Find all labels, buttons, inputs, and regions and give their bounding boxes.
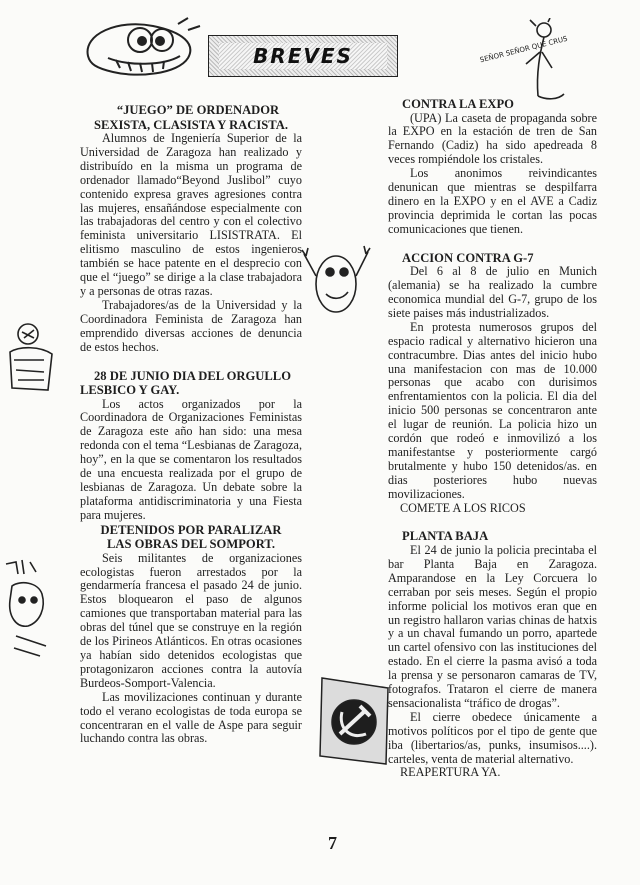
g7-paragraph-2: En protesta numerosos grupos del espacio radical y alternativo hicieron una contracumbre. Dias antes del inicio hubo una manifestacion con mas de 10.000 personas que acabo con durisimos enfrentamientos con la policia. El dia del inicio 500 personas se concentraron ante el lugar de reunión. La policia hizo un cordón que rodeó e inmovilizó a los manifestantse y posteriormente cargó brutalmente y hubo 150 detenidos/as. en dias posteriores hubo nuevas movilizaciones. [388, 319, 597, 501]
orgullo-heading-line1: 28 DE JUNIO DIA DEL ORGULLO [94, 368, 291, 383]
page-number: 7 [328, 833, 337, 853]
expo-paragraph-1: (UPA) La caseta de propaganda sobre la EXPO en la estación de tren de San Fernando (Cadiz) ha sido apedreada 8 veces rompiéndole los cristales. [388, 110, 597, 167]
shouting-figure-illustration [0, 556, 62, 662]
juego-heading-line2: SEXISTA, CLASISTA Y RACISTA. [94, 117, 288, 132]
somport-heading-line2: LAS OBRAS DEL SOMPORT. [107, 537, 275, 552]
planta-slogan: REAPERTURA YA. [400, 765, 501, 780]
cartoon-face-illustration [78, 14, 208, 86]
planta-heading: PLANTA BAJA [402, 529, 489, 544]
somport-paragraph-1: Seis militantes de organizaciones ecologistas fueron arrestados por la gendarmería francesa el pasado 24 de junio. Estos bloquearon el paso de algunos camiones que transportaban material para las obras del túnel que se construye en la región de los Pirineos Atlánticos. En otras ocasiones ya habían sido detenidos ecologistas que protagonizaron acciones contra la autovía Burdeos-Somport-Valencia. [80, 550, 302, 690]
right-column [388, 97, 597, 780]
juego-paragraph-2: Trabajadores/as de la Universidad y la Coordinadora Feminista de Zaragoza han emprendido diversas acciones de denuncia de estos hechos. [80, 297, 302, 354]
hammer-sickle-emblem [316, 672, 394, 768]
expo-heading: CONTRA LA EXPO [402, 97, 514, 111]
planta-paragraph-2: El cierre obedece únicamente a motivos políticos por el tipo de gente que iba (libertarios/as, punks, insumisos....). carteles, venta de material alternativo. [388, 709, 597, 766]
orgullo-heading-line2: LESBICO Y GAY. [80, 383, 180, 397]
section-banner [208, 35, 398, 77]
orgullo-paragraph-1: Los actos organizados por la Coordinadora de Organizaciones Feministas de Zaragoza este año han sido: una mesa redonda con el tema “Lesbianas de Zaragoza, hoy”, en la que se comentaron los resultados de una encuesta realizada por el grupo de lesbianas de Zaragoza. Un debate sobre la plataforma antidiscriminatoria y una Fiesta para mujeres. [80, 396, 302, 522]
planta-paragraph-1: El 24 de junio la policia precintaba el bar Planta Baja en Zaragoza. Amparandose en la Ley Corcuera lo cerraban por seis meses. Según el propio informe policial los motivos eran que en un registro hallaron varias chinas de hatxis y a un chaval fumando un porro, apartede un cartel ofensivo con las instituciones del estado. En el cierre la pasma avisó a toda la prensa y se personaron camaras de TV, fotografos. Trataron el cierre de manera sensacionalista “tráfico de drogas”. [388, 542, 597, 710]
juego-paragraph-1: Alumnos de Ingeniería Superior de la Universidad de Zaragoza han realizado y distribuído en la misma un programa de ordenador llamado“Beyond Juslibol” cuyo contenido expresa graves agresiones contra las mujeres, ensañándose especialmente con las trabajadoras del centro y con el colectivo feminista universitario LISISTRATA. El elitismo masculino de estos ingenieros también se hace patente en el desprecio con que el “juego” se dirige a la clase trabajadora y a personas de otras razas. [80, 131, 302, 298]
somport-heading-line1: DETENIDOS POR PARALIZAR [100, 522, 282, 537]
egg-creature-illustration [300, 238, 372, 322]
g7-heading: ACCION CONTRA G-7 [402, 250, 534, 265]
juego-heading-line1: “JUEGO” DE ORDENADOR [116, 103, 280, 117]
banner-title: BREVES [253, 44, 353, 68]
expo-paragraph-2: Los anonimos reivindicantes denunican que mientras se despilfarra dinero en la EXPO y en el AVE a Cadiz provincia deprimida le cortan las pocas comunicaciones que tienen. [388, 166, 597, 236]
g7-paragraph-1: Del 6 al 8 de julio en Munich (alemania) se ha realizado la cumbre economica mundial del G-7, grupo de los siete paises más industrializados. [388, 264, 597, 320]
speech-text: SEÑOR SEÑOR QUE CRUS [479, 34, 569, 65]
g7-slogan: COMETE A LOS RICOS [400, 500, 526, 515]
somport-paragraph-2: Las movilizaciones continuan y durante todo el verano ecologistas de toda europa se concentraran en el valle de Aspe para seguir luchando contra las obras. [80, 689, 302, 746]
left-column [80, 103, 302, 746]
anarchist-figure-illustration [0, 318, 70, 400]
